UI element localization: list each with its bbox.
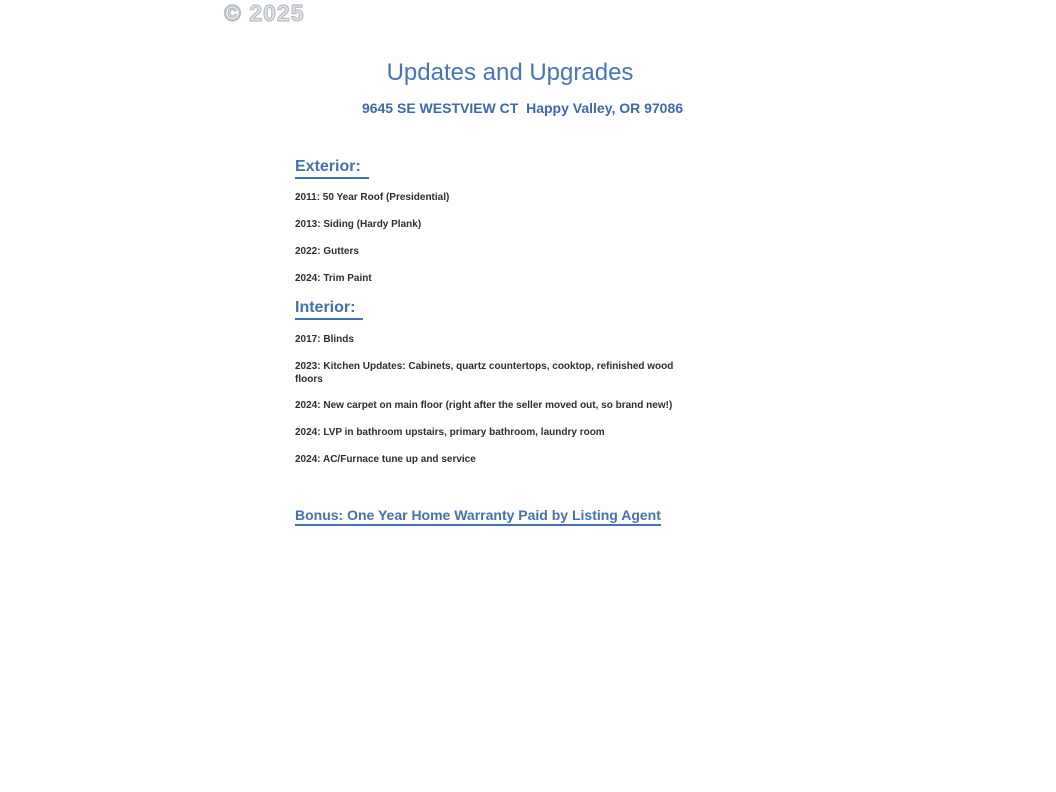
section-heading-exterior: Exterior: [295,158,369,179]
exterior-item-roof: 2011: 50 Year Roof (Presidential) [295,192,450,203]
interior-item-new-carpet: 2024: New carpet on main floor (right after the seller moved out, so brand new!) [295,400,673,411]
bonus-home-warranty-line: Bonus: One Year Home Warranty Paid by Listing Agent [295,507,661,526]
interior-item-ac-furnace: 2024: AC/Furnace tune up and service [295,454,476,465]
copyright-watermark: © 2025 [224,0,305,26]
property-address: 9645 SE WESTVIEW CT Happy Valley, OR 97086 [361,100,684,116]
interior-item-blinds: 2017: Blinds [295,334,354,345]
page-title: Updates and Upgrades [386,59,634,86]
interior-item-lvp: 2024: LVP in bathroom upstairs, primary bathroom, laundry room [295,427,605,438]
section-heading-interior: Interior: [295,299,363,320]
interior-item-kitchen-updates: 2023: Kitchen Updates: Cabinets, quartz countertops, cooktop, refinished wood floors [295,361,674,385]
exterior-item-trim-paint: 2024: Trim Paint [295,273,372,284]
exterior-item-gutters: 2022: Gutters [295,246,359,257]
exterior-item-siding: 2013: Siding (Hardy Plank) [295,219,422,230]
